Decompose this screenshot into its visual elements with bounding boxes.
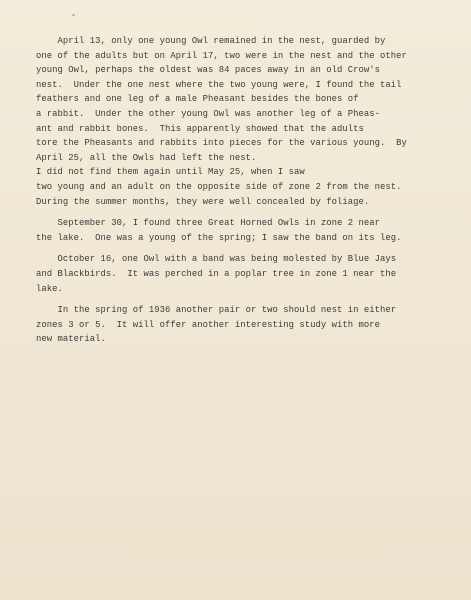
paragraph-gap <box>36 296 448 303</box>
paragraph-gap <box>36 245 448 252</box>
text-line: nest. Under the one nest where the two young were, I found the tail <box>36 79 402 90</box>
typed-text-body <box>36 34 448 347</box>
text-line: young Owl, perhaps the oldest was 84 paces away in an old Crow's <box>36 65 381 76</box>
text-line: October 16, one Owl with a band was being molested by Blue Jays <box>36 254 397 265</box>
text-line: a rabbit. Under the other young Owl was another leg of a Pheas- <box>36 108 381 119</box>
paragraph-gap <box>36 209 448 216</box>
text-line: feathers and one leg of a male Pheasant besides the bones of <box>36 94 359 105</box>
text-line: ant and rabbit bones. This apparently showed that the adults <box>36 123 364 134</box>
text-line: April 25, all the Owls had left the nest. <box>36 152 257 163</box>
text-line: lake. <box>36 283 63 294</box>
text-line: tore the Pheasants and rabbits into pieces for the various young. By <box>36 138 407 149</box>
paper-speck <box>72 14 75 16</box>
text-line: In the spring of 1936 another pair or two should nest in either <box>36 305 397 316</box>
text-line: zones 3 or 5. It will offer another interesting study with more <box>36 319 381 330</box>
text-line: one of the adults but on April 17, two were in the nest and the other <box>36 50 407 61</box>
text-line: the lake. One was a young of the spring; I saw the band on its leg. <box>36 232 402 243</box>
text-line: two young and an adult on the opposite side of zone 2 from the nest. <box>36 181 402 192</box>
text-line: new material. <box>36 334 106 345</box>
text-line: and Blackbirds. It was perched in a poplar tree in zone 1 near the <box>36 268 397 279</box>
text-line: April 13, only one young Owl remained in the nest, guarded by <box>36 36 386 46</box>
text-line: I did not find them again until May 25, when I saw <box>36 167 305 178</box>
text-line: During the summer months, they were well concealed by foliage. <box>36 196 370 207</box>
text-line: September 30, I found three Great Horned Owls in zone 2 near <box>36 218 381 229</box>
